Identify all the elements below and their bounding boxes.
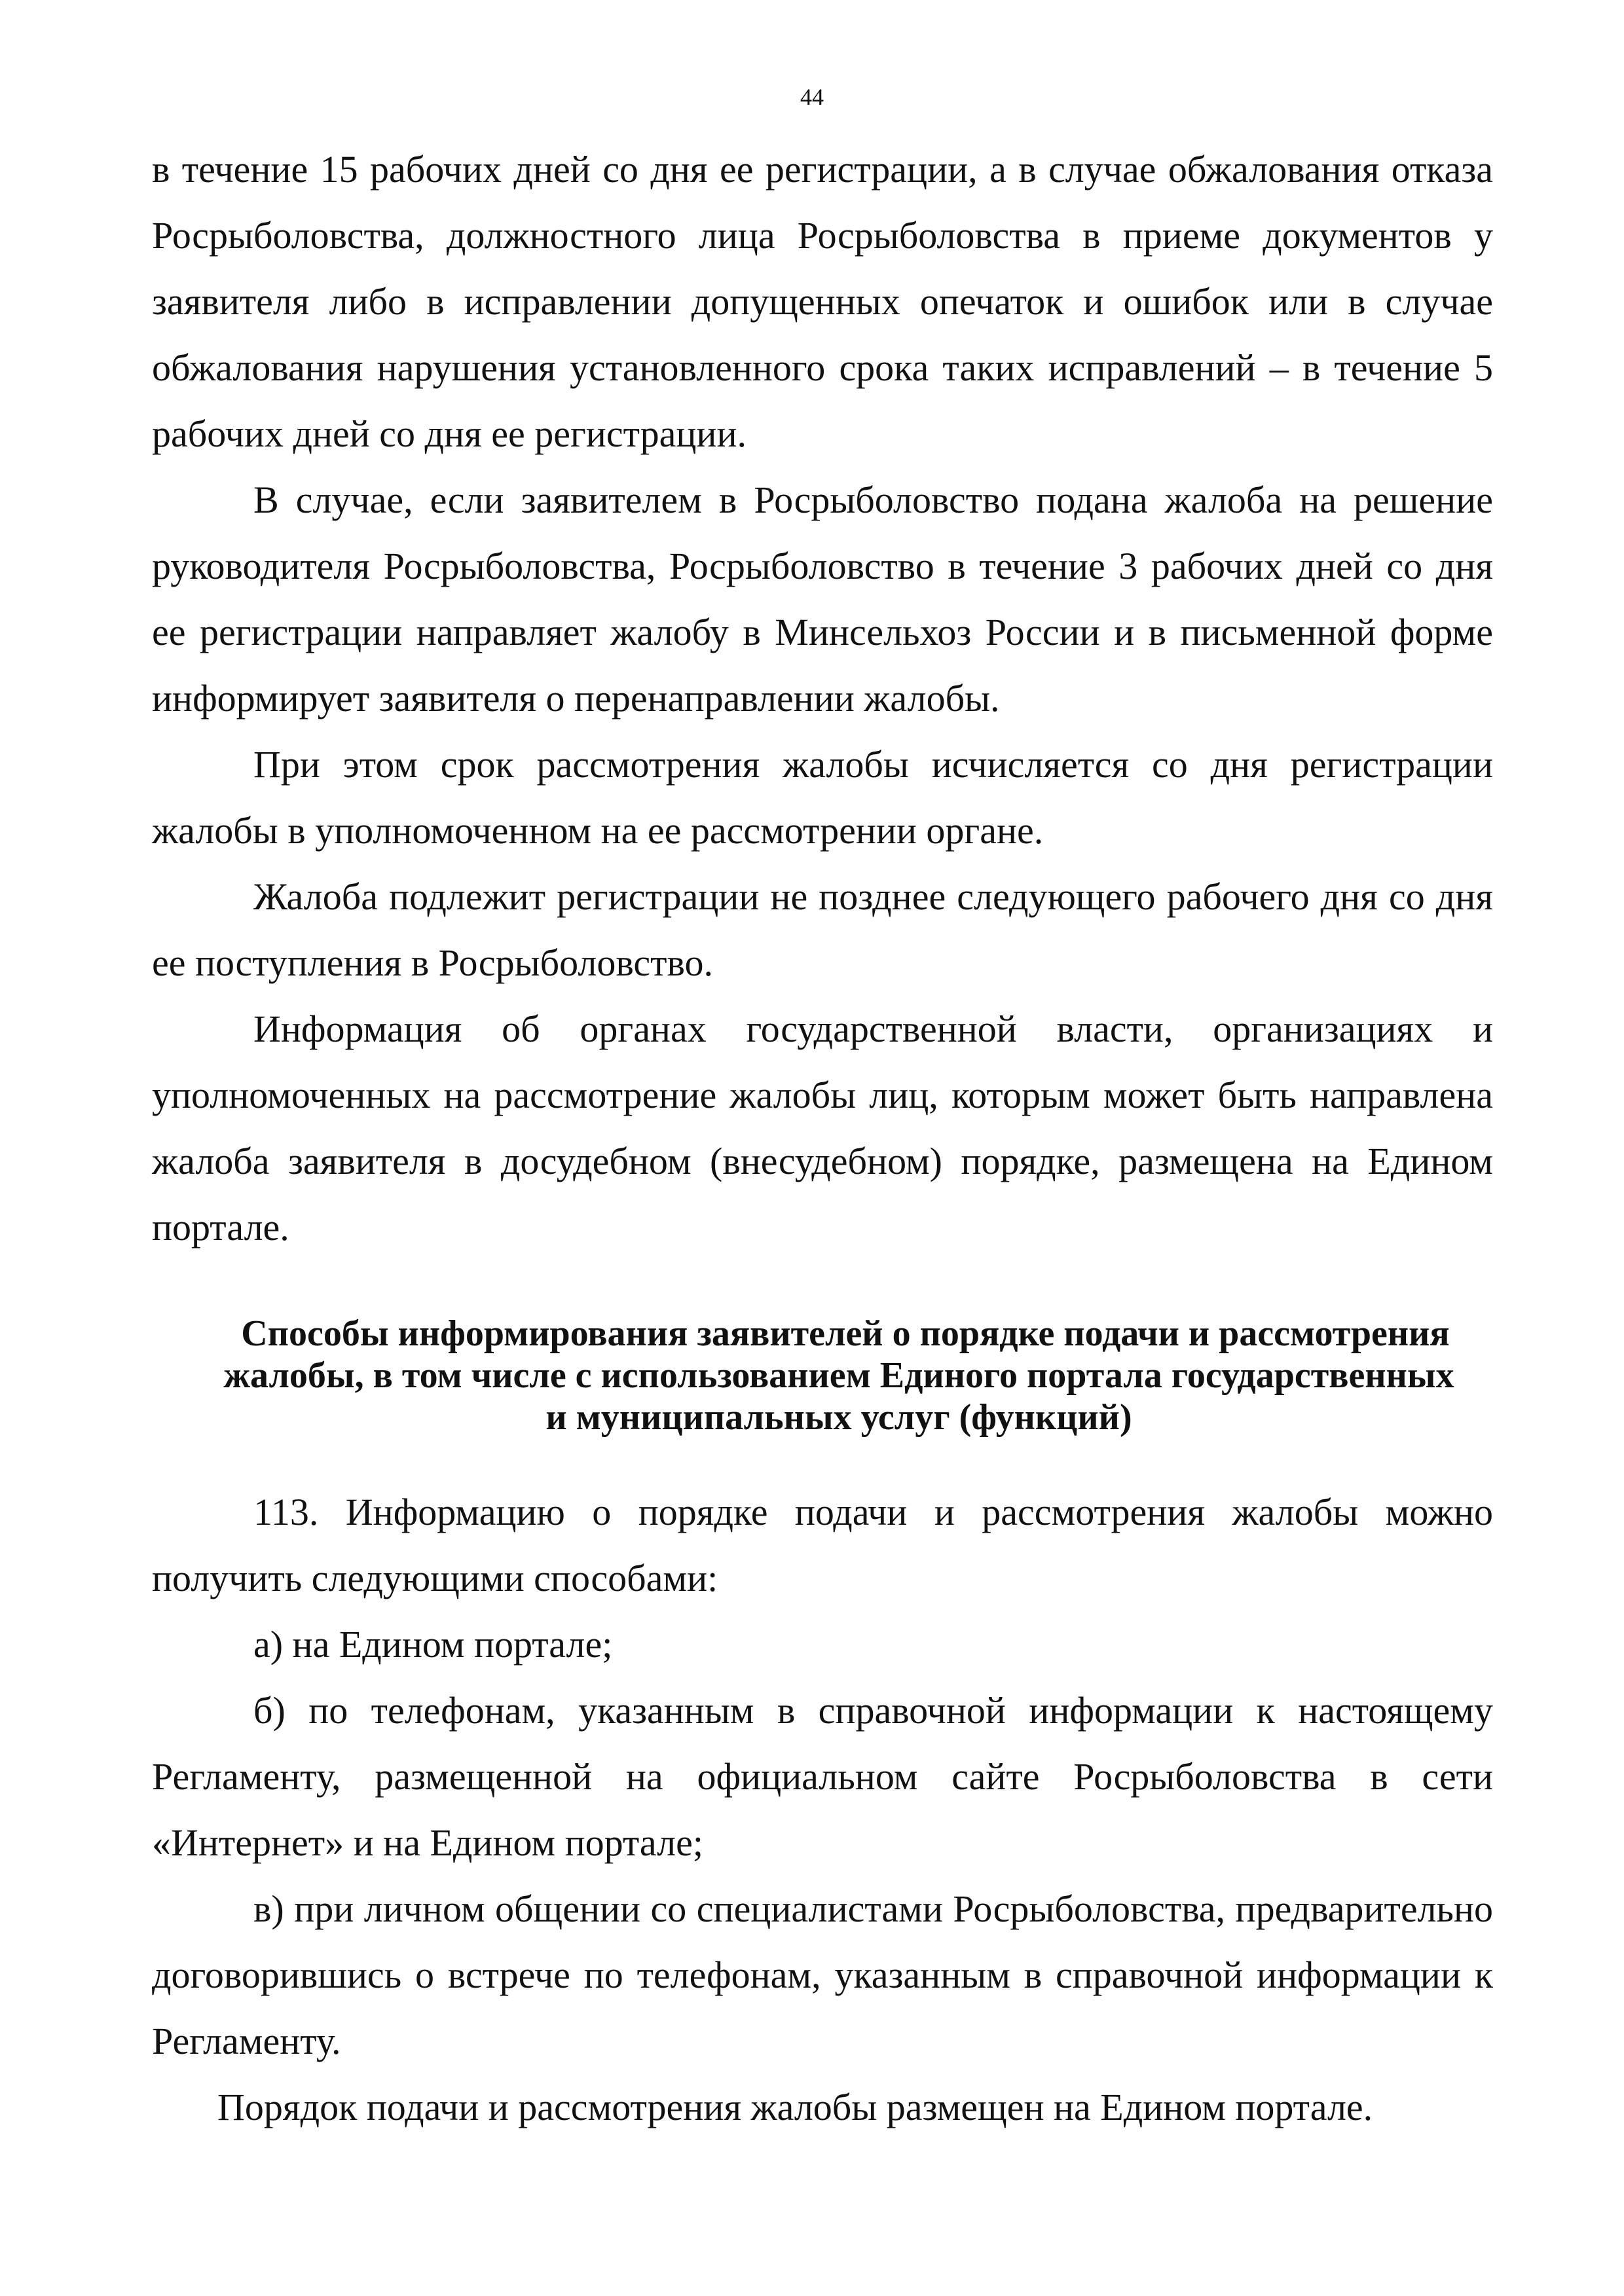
paragraph-deadline-terms: в течение 15 рабочих дней со дня ее регистрации, а в случае обжалования отказа Росрыболовства, должностного лица Росрыболовства в приеме документов у заявителя либо в исправлении допущенных опечаток и ошибок или в случае обжалования нарушения установленного срока таких исправлений – в течение 5 рабочих дней со дня ее регистрации. [152, 148, 1493, 455]
list-item-a: а) на Едином портале; [253, 1623, 613, 1666]
spacer [152, 1260, 1493, 1313]
section-heading [152, 1313, 1493, 1438]
paragraph-forwarding-complaint: В случае, если заявителем в Росрыболовство подана жалоба на решение руководителя Росрыболовства, Росрыболовство в течение 3 рабочих дней со дня ее регистрации направляет жалобу в Минсельхоз России и в письменной форме информирует заявителя о перенаправлении жалобы. [152, 479, 1493, 720]
paragraph-review-term: При этом срок рассмотрения жалобы исчисляется со дня регистрации жалобы в уполномоченном на ее рассмотрении органе. [152, 743, 1493, 852]
spacer [152, 1438, 1493, 1479]
document-body [152, 136, 1493, 2140]
section-heading-line-1: Способы информирования заявителей о порядке подачи и рассмотрения [241, 1313, 1450, 1354]
section-heading-line-2: жалобы, в том числе с использованием Единого портала государственных [223, 1355, 1454, 1396]
paragraph-item-113: 113. Информацию о порядке подачи и рассмотрения жалобы можно получить следующими способами: [152, 1491, 1493, 1599]
paragraph-portal-info: Информация об органах государственной власти, организациях и уполномоченных на рассмотрение жалобы лиц, которым может быть направлена жалоба заявителя в досудебном (внесудебном) порядке, размещена на Едином портале. [152, 1008, 1493, 1248]
page-number: 44 [800, 84, 824, 110]
paragraph-registration: Жалоба подлежит регистрации не позднее следующего рабочего дня со дня ее поступления в Росрыболовство. [152, 875, 1493, 984]
list-item-b: б) по телефонам, указанным в справочной информации к настоящему Регламенту, размещенной на официальном сайте Росрыболовства в сети «Интернет» и на Едином портале; [152, 1689, 1493, 1864]
list-item-v: в) при личном общении со специалистами Росрыболовства, предварительно договорившись о встрече по телефонам, указанным в справочной информации к Регламенту. [152, 1887, 1493, 2062]
section-heading-line-3: и муниципальных услуг (функций) [545, 1397, 1132, 1438]
paragraph-procedure-posted: Порядок подачи и рассмотрения жалобы размещен на Едином портале. [217, 2086, 1373, 2128]
